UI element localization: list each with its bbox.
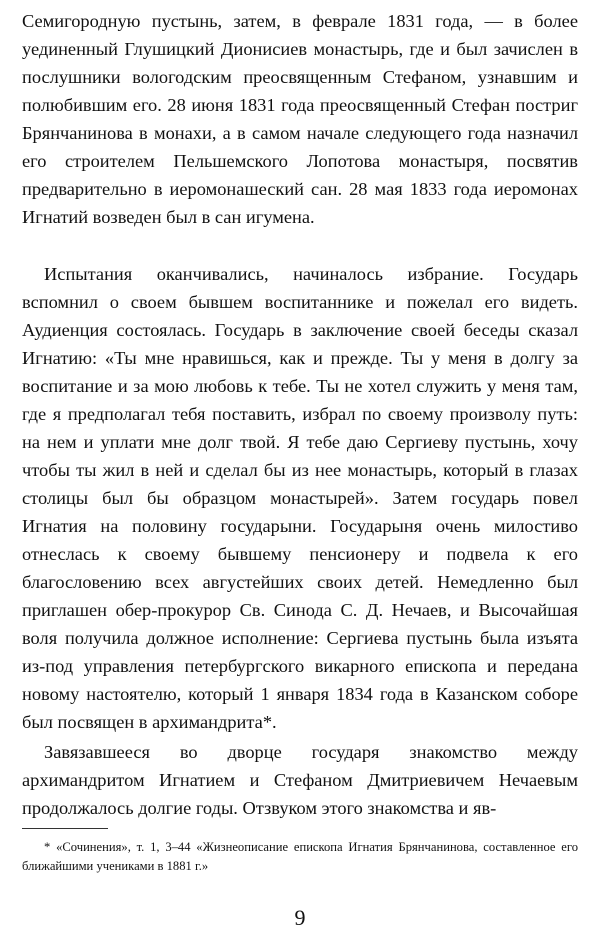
page-number: 9 <box>294 905 306 930</box>
footnote-divider <box>22 828 108 829</box>
paragraph-3 <box>22 738 578 822</box>
footnote: * «Сочинения», т. 1, 3–44 «Жизнеописание епископа Игнатия Брянчанинова, составленное его ближайшими учениками в 1881 г.» <box>22 840 578 873</box>
paragraph-2 <box>22 260 578 736</box>
paragraph-1 <box>22 7 578 231</box>
paragraph-2-text: Испытания оканчивались, начиналось избрание. Государь вспомнил о своем бывшем воспитаннике и пожелал его видеть. Аудиенция состоялась. Государь в заключение своей беседы сказал Игнатию: «Ты мне нравишься, как и прежде. Ты у меня в долгу за воспитание и за мою любовь к тебе. Ты не хотел служить у меня там, где я предполагал тебя поставить, избрал по своему произволу путь: на нем и уплати мне долг твой. Я тебе даю Сергиеву пустынь, хочу чтобы ты жил в ней и сделал бы из нее монастырь, который в глазах столицы был бы образцом монастырей». Затем государь повел Игнатия на половину государыни. Государыня очень милостиво отнеслась к своему бывшему пенсионеру и подвела к его благословению всех августейших своих детей. Немедленно был приглашен обер-прокурор Св. Синода С. Д. Нечаев, и Высочайшая воля получила должное исполнение: Сергиева пустынь была изъята из-под управления петербургского викарного епископа и передана новому настоятелю, который 1 января 1834 года в Казанском соборе был посвящен в архимандрита*. <box>22 264 578 732</box>
book-page <box>22 0 578 949</box>
paragraph-1-text: Семигородную пустынь, затем, в феврале 1831 года, — в более уединенный Глушицкий Дионисиев монастырь, где и был зачислен в послушники вологодским преосвященным Стефаном, узнавшим и полюбившим его. 28 июня 1831 года преосвященный Стефан постриг Брянчанинова в монахи, а в самом начале следующего года назначил его строителем Пельшемского Лопотова монастыря, посвятив предварительно в иеромонашеский сан. 28 мая 1833 года иеромонах Игнатий возведен был в сан игумена. <box>22 11 578 227</box>
paragraph-3-text: Завязавшееся во дворце государя знакомство между архимандритом Игнатием и Стефаном Дмитриевичем Нечаевым продолжалось долгие годы. Отзвуком этого знакомства и яв- <box>22 742 578 818</box>
